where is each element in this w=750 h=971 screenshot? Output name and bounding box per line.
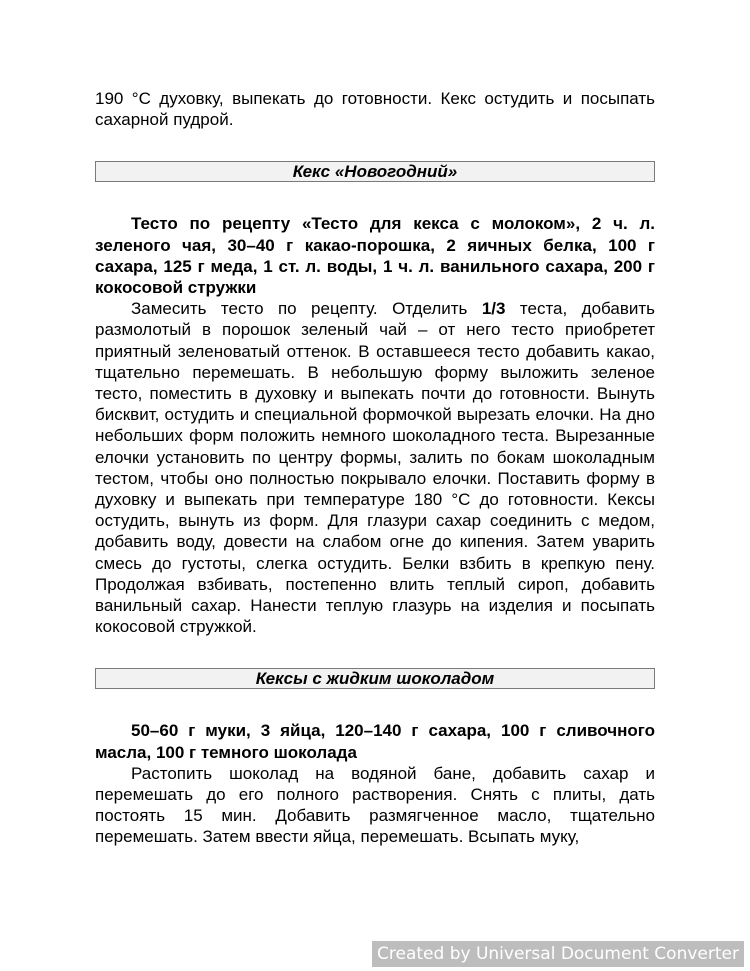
intro-paragraph: 190 °C духовку, выпекать до готовности. Кекс остудить и посыпать сахарной пудрой. (95, 89, 655, 130)
ingredients-liquid-chocolate: 50–60 г муки, 3 яйца, 120–140 г сахара, 100 г сливочного масла, 100 г темного шоколада (95, 721, 655, 762)
converter-watermark: Created by Universal Document Converter (372, 941, 744, 967)
recipe-title-liquid-chocolate: Кексы с жидким шоколадом (95, 668, 655, 689)
method-text-start: Замесить тесто по рецепту. Отделить (131, 299, 482, 319)
method-text-rest: теста, добавить размолотый в порошок зеленый чай – от него тесто приобретет приятный зеленоватый оттенок. В оставшееся тесто добавить какао, тщательно перемешать. В небольшую форму выложить зеленое тесто, поместить в духовку и выпекать почти до готовности. Вынуть бисквит, остудить и специальной формочкой вырезать елочки. На дно небольших форм положить немного шоколадного теста. Вырезанные елочки установить по центру формы, залить по бокам шоколадным тестом, чтобы оно полностью покрывало елочки. Поставить форму в духовку и выпекать при температуре 180 °C до готовности. Кексы остудить, вынуть из форм. Для глазури сахар соединить с медом, добавить воду, довести на слабом огне до кипения. Затем уварить смесь до густоты, слегка остудить. Белки взбить в крепкую пену. Продолжая взбивать, постепенно влить теплый сироп, добавить ванильный сахар. Нанести теплую глазурь на изделия и посыпать кокосовой стружкой. (95, 299, 655, 637)
ingredients-novogodniy: Тесто по рецепту «Тесто для кекса с молоком», 2 ч. л. зеленого чая, 30–40 г какао-порошка, 2 яичных белка, 100 г сахара, 125 г меда, 1 ст. л. воды, 1 ч. л. ванильного сахара, 200 г кокосовой стружки (95, 214, 655, 298)
document-page (95, 88, 655, 848)
recipe-title-novogodniy: Кекс «Новогодний» (95, 161, 655, 182)
method-novogodniy (95, 298, 655, 637)
method-fraction: 1/3 (481, 299, 506, 319)
method-liquid-chocolate: Растопить шоколад на водяной бане, добавить сахар и перемешать до его полного растворения. Снять с плиты, дать постоять 15 мин. Добавить размягченное масло, тщательно перемешать. Затем ввести яйца, перемешать. Всыпать муку, (95, 763, 655, 847)
